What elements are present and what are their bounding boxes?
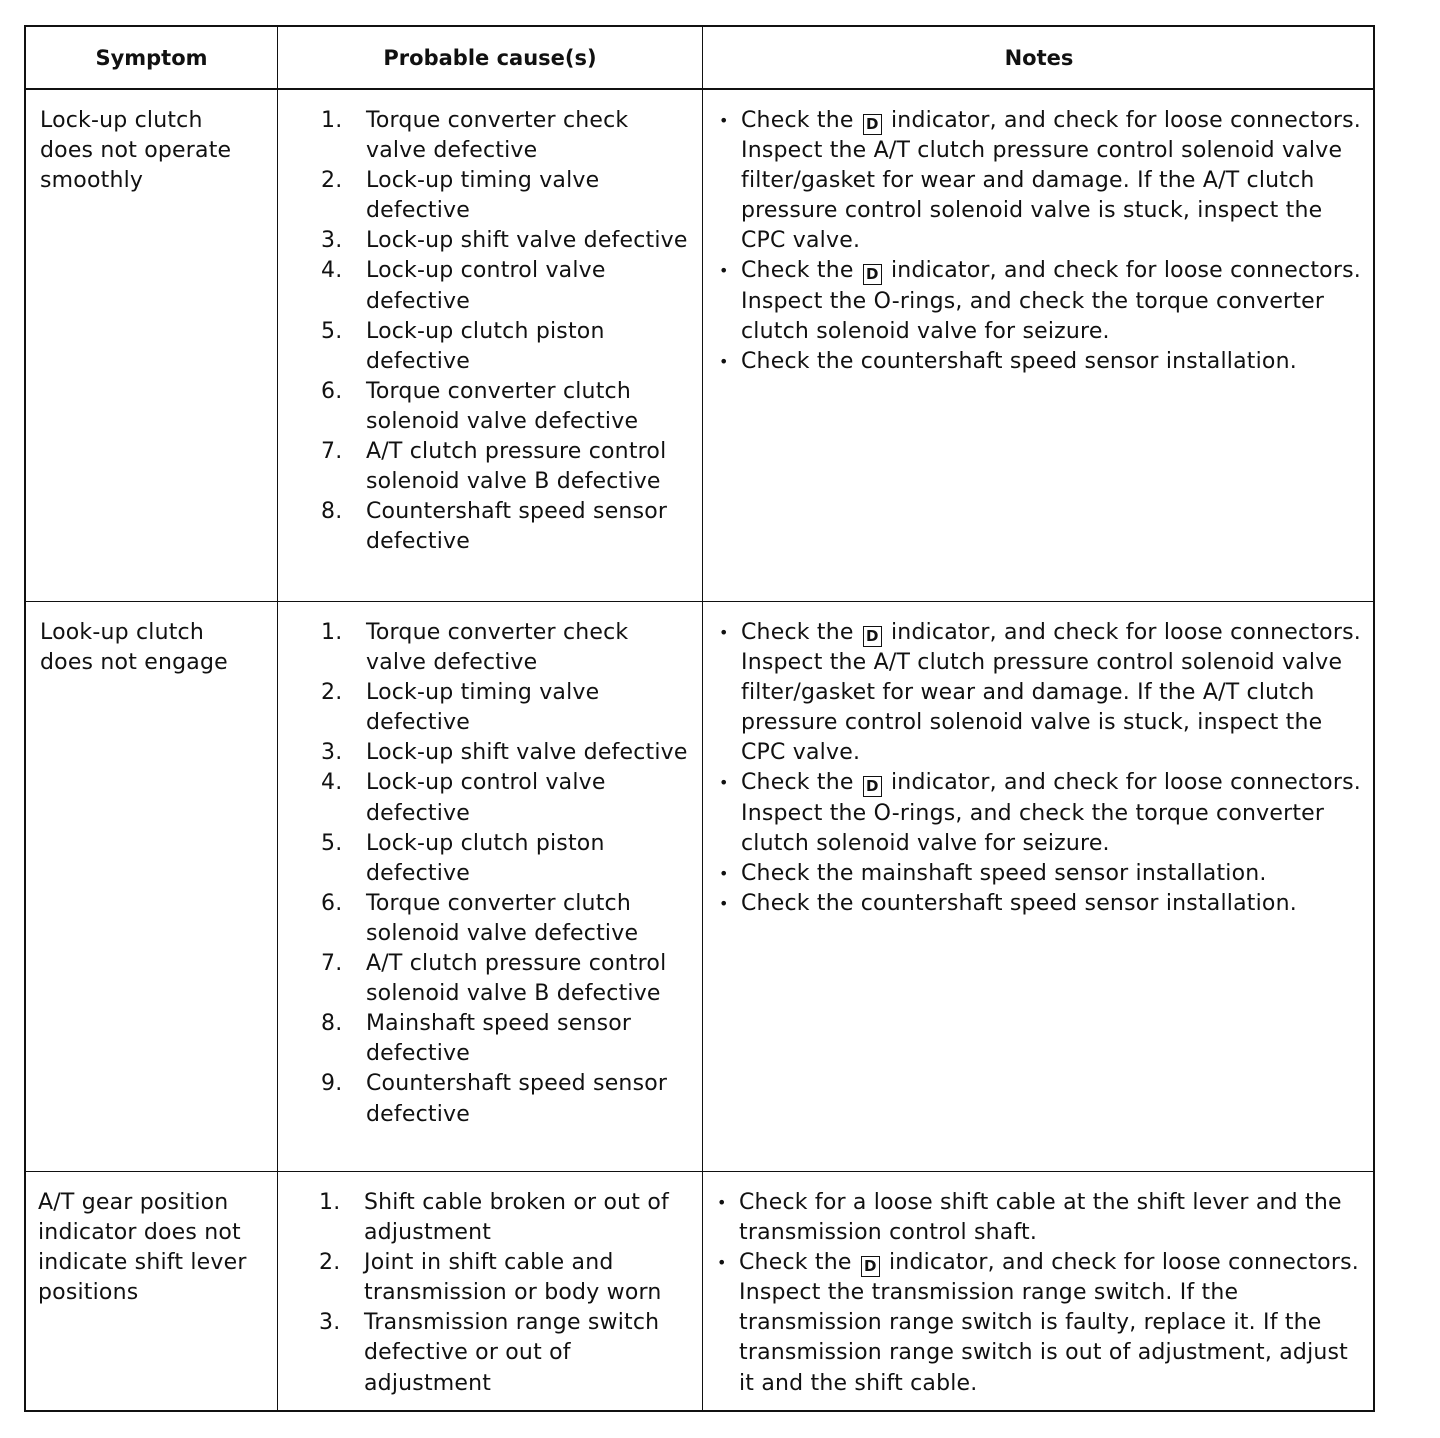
cause-number: 6. (321, 378, 343, 404)
notes-list (717, 106, 1372, 377)
bullet-icon: • (717, 1253, 727, 1273)
cause-number: 3. (319, 1310, 341, 1336)
cause-number: 1. (321, 108, 343, 133)
cause-number: 4. (321, 258, 343, 284)
cause-text: Lock-up shift valve defective (366, 740, 688, 766)
cause-text: Transmission range switch defective or out of adjustment (364, 1310, 660, 1396)
cause-item (321, 166, 691, 226)
cause-item (321, 377, 691, 437)
cause-text: Countershaft speed sensor defective (366, 499, 668, 555)
cause-text: Countershaft speed sensor defective (366, 1071, 668, 1127)
cause-text: Lock-up timing valve defective (366, 168, 600, 224)
cause-item (321, 1009, 691, 1069)
note-text: indicator, and check for loose connectors. Inspect the transmission range switch. If the transmission range switch is faulty, replace it. If the transmission range switch is out of adjustment, adjust it and the shift cable. (739, 1250, 1359, 1396)
cause-item (321, 497, 691, 557)
causes-cell (321, 618, 691, 1130)
cause-text: Lock-up shift valve defective (366, 228, 688, 254)
cause-item (321, 829, 691, 889)
note-item (715, 1248, 1370, 1398)
cause-number: 4. (321, 770, 343, 796)
cause-text: Mainshaft speed sensor defective (366, 1011, 632, 1067)
note-text: Check the countershaft speed sensor installation. (741, 890, 1297, 916)
cause-item (321, 949, 691, 1009)
cause-text: Shift cable broken or out of adjustment (364, 1190, 669, 1246)
cause-number: 7. (321, 439, 343, 465)
symptom-cell: A/T gear position indicator does not indicate shift lever positions (38, 1190, 247, 1306)
cause-item (321, 889, 691, 949)
causes-cell (321, 106, 691, 557)
note-prefix: Check the (741, 108, 854, 133)
bullet-icon: • (719, 351, 729, 371)
d-indicator-icon: D (863, 114, 882, 135)
symptom-cell: Look-up clutch does not engage (40, 620, 228, 676)
row-divider (26, 601, 1373, 602)
cause-number: 3. (321, 740, 343, 766)
causes-list (319, 1188, 691, 1399)
cause-number: 5. (321, 318, 343, 344)
cause-item (321, 1069, 691, 1129)
cause-number: 8. (321, 1011, 343, 1037)
note-prefix: Check the (739, 1250, 852, 1276)
causes-list (321, 618, 691, 1130)
bullet-icon: • (719, 623, 729, 642)
bullet-icon: • (719, 111, 729, 130)
notes-cell (715, 1188, 1370, 1399)
note-item (717, 889, 1372, 919)
cause-number: 1. (321, 620, 343, 645)
notes-list (717, 618, 1372, 919)
cause-number: 9. (321, 1071, 343, 1097)
cause-text: Lock-up control valve defective (366, 258, 606, 314)
symptom-cell: Lock-up clutch does not operate smoothly (40, 108, 232, 194)
note-item (717, 768, 1372, 858)
note-text: indicator, and check for loose connectors. Inspect the A/T clutch pressure control solenoid valve filter/gasket for wear and damage. If the A/T clutch pressure control solenoid valve is stuck, inspect the CPC valve. (741, 108, 1361, 254)
cause-number: 2. (319, 1250, 341, 1276)
note-prefix: Check the (741, 620, 854, 645)
column-divider (702, 27, 703, 1410)
cause-item (321, 618, 691, 678)
cause-text: Torque converter check valve defective (366, 108, 629, 164)
header-notes: Notes (1004, 46, 1074, 70)
cause-number: 1. (319, 1190, 341, 1215)
d-indicator-icon: D (863, 776, 882, 797)
troubleshooting-table (24, 25, 1375, 1412)
cause-number: 7. (321, 951, 343, 977)
note-text: indicator, and check for loose connectors. Inspect the O-rings, and check the torque converter clutch solenoid valve for seizure. (741, 258, 1361, 344)
note-text: Check for a loose shift cable at the shift lever and the transmission control shaft. (739, 1190, 1342, 1246)
cause-item (321, 106, 691, 166)
cause-item (321, 738, 691, 768)
bullet-icon: • (719, 863, 729, 883)
cause-number: 2. (321, 168, 343, 194)
bullet-icon: • (719, 773, 729, 793)
cause-item (321, 226, 691, 256)
note-prefix: Check the (741, 770, 854, 796)
cause-text: Lock-up control valve defective (366, 770, 606, 826)
cause-item (319, 1248, 691, 1308)
bullet-icon: • (719, 893, 729, 913)
bullet-icon: • (719, 261, 729, 281)
cause-number: 8. (321, 499, 343, 525)
cause-number: 2. (321, 680, 343, 706)
cause-item (321, 768, 691, 828)
cause-item (321, 317, 691, 377)
cause-item (321, 256, 691, 316)
d-indicator-icon: D (863, 264, 882, 285)
cause-item (321, 437, 691, 497)
note-text: Check the mainshaft speed sensor installation. (741, 860, 1267, 886)
bullet-icon: • (717, 1193, 727, 1212)
column-divider (277, 27, 278, 1410)
note-text: indicator, and check for loose connectors. Inspect the O-rings, and check the torque converter clutch solenoid valve for seizure. (741, 770, 1361, 856)
cause-text: Torque converter clutch solenoid valve defective (366, 890, 639, 946)
note-item (717, 256, 1372, 346)
note-item (717, 618, 1372, 768)
causes-cell (319, 1188, 691, 1399)
cause-text: Lock-up clutch piston defective (366, 830, 605, 886)
cause-number: 3. (321, 228, 343, 254)
notes-list (715, 1188, 1370, 1399)
cause-number: 6. (321, 890, 343, 916)
cause-text: A/T clutch pressure control solenoid valve B defective (366, 439, 667, 495)
cause-text: Joint in shift cable and transmission or body worn (364, 1250, 662, 1306)
cause-text: Torque converter check valve defective (366, 620, 629, 676)
note-text: indicator, and check for loose connectors. Inspect the A/T clutch pressure control solenoid valve filter/gasket for wear and damage. If the A/T clutch pressure control solenoid valve is stuck, inspect the CPC valve. (741, 620, 1361, 766)
cause-text: Lock-up clutch piston defective (366, 318, 605, 374)
d-indicator-icon: D (863, 626, 882, 647)
cause-item (321, 678, 691, 738)
note-item (717, 106, 1372, 256)
note-text: Check the countershaft speed sensor installation. (741, 348, 1297, 374)
header-probable-causes: Probable cause(s) (383, 46, 597, 70)
notes-cell (717, 106, 1372, 377)
causes-list (321, 106, 691, 557)
notes-cell (717, 618, 1372, 919)
header-symptom: Symptom (95, 46, 208, 70)
cause-text: A/T clutch pressure control solenoid valve B defective (366, 951, 667, 1007)
cause-text: Lock-up timing valve defective (366, 680, 600, 736)
d-indicator-icon: D (861, 1256, 880, 1277)
cause-text: Torque converter clutch solenoid valve defective (366, 378, 639, 434)
cause-number: 5. (321, 830, 343, 856)
note-item (717, 347, 1372, 377)
row-divider (26, 1171, 1373, 1172)
cause-item (319, 1188, 691, 1248)
cause-item (319, 1308, 691, 1398)
note-item (717, 859, 1372, 889)
note-item (715, 1188, 1370, 1248)
note-prefix: Check the (741, 258, 854, 284)
